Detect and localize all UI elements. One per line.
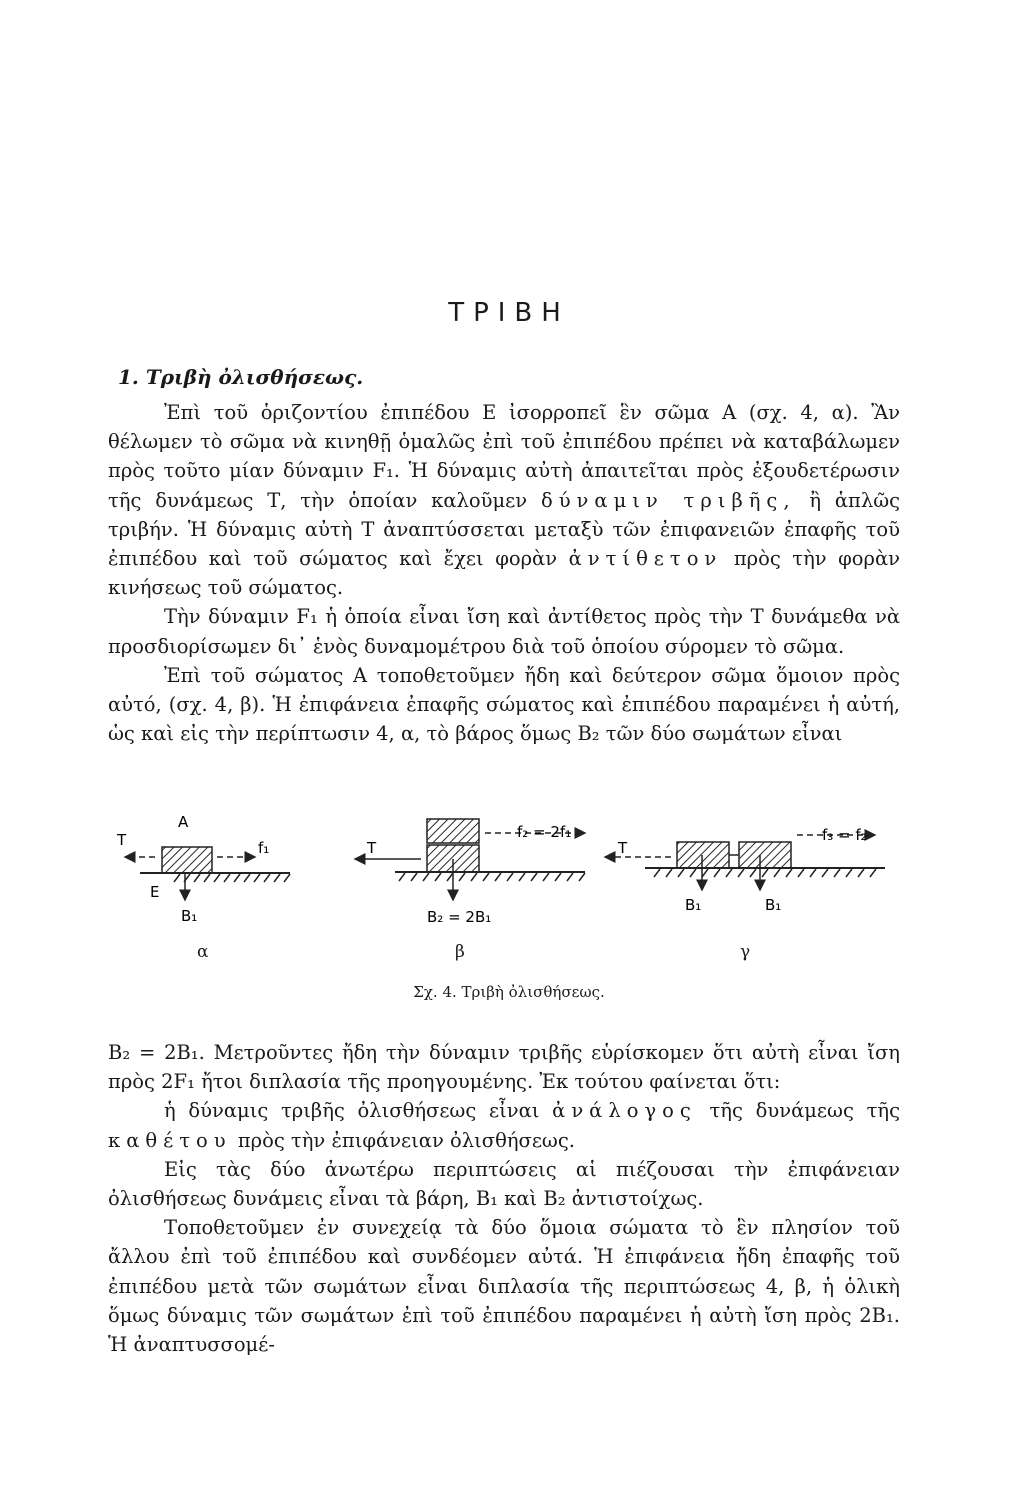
label-A: A bbox=[178, 813, 189, 831]
label-T: T bbox=[117, 831, 127, 849]
label-B1-left: B₁ bbox=[685, 896, 702, 914]
friction-figure bbox=[105, 805, 905, 955]
figure-caption: Σχ. 4. Τριβὴ ὀλισθήσεως. bbox=[413, 983, 605, 1001]
paragraph-text: πρὸς τὴν φορὰν κινήσεως τοῦ σώματος. bbox=[108, 547, 901, 600]
panel-c bbox=[605, 826, 885, 914]
paragraph: Εἰς τὰς δύο ἀνωτέρω περιπτώσεις αἱ πιέζουσαι τὴν ἐπιφάνειαν ὀλισθήσεως δυνάμεις εἶναι τὰ βάρη, Β₁ καὶ Β₂ ἀντιστοίχως. bbox=[108, 1157, 900, 1211]
emphasized-term: καθέτου bbox=[108, 1128, 232, 1152]
paragraph-text: πρὸς τὴν ἐπιφάνειαν ὀλισθήσεως. bbox=[237, 1128, 575, 1152]
friction-diagram bbox=[105, 805, 905, 955]
emphasized-term: δύναμιν τριβῆς, bbox=[540, 488, 796, 512]
label-f: f₁ bbox=[258, 839, 270, 857]
panel-b bbox=[355, 819, 585, 926]
label-T: T bbox=[618, 839, 628, 857]
paragraph: Β₂ = 2Β₁. Μετροῦντες ἤδη τὴν δύναμιν τριβῆς εὑρίσκομεν ὅτι αὐτὴ εἶναι ἴση πρὸς 2F₁ ἤτοι διπλασία τῆς προηγουμένης. Ἐκ τούτου φαίνεται ὅτι: bbox=[108, 1041, 900, 1094]
label-f: f₃ = f₂ bbox=[822, 826, 867, 844]
ground-hatch bbox=[654, 869, 876, 877]
ground-hatch bbox=[174, 874, 290, 882]
paragraph-text: Ἐπὶ τοῦ ὁριζοντίου ἐπιπέδου Ε ἰσορροπεῖ ἓν σῶμα Α (σχ. 4, α). Ἂν θέλωμεν τὸ σῶμα νὰ κινηθῇ ὁμαλῶς ἐπὶ τοῦ ἐπιπέδου πρέπει νὰ καταβάλωμεν πρὸς τοῦτο μίαν δύναμιν F₁. Ἡ δύναμις αὐτὴ ἀπαιτεῖται πρὸς ἐξουδετέρωσιν τῆς δυνάμεως Τ, τὴν ὁποίαν καλοῦμεν bbox=[108, 401, 900, 512]
block-top bbox=[427, 819, 479, 843]
block-right bbox=[739, 842, 791, 868]
label-f: f₂ = 2f₁ bbox=[517, 823, 572, 841]
label-B1-right: B₁ bbox=[765, 896, 782, 914]
paragraph bbox=[108, 1096, 900, 1154]
paragraph: Τὴν δύναμιν F₁ ἡ ὁποία εἶναι ἴση καὶ ἀντίθετος πρὸς τὴν Τ δυνάμεθα νὰ προσδιορίσωμεν δι᾽ ἑνὸς δυναμομέτρου διὰ τοῦ ὁποίου σύρομεν τὸ σῶμα. bbox=[108, 605, 900, 658]
sublabel-c: γ bbox=[740, 942, 751, 962]
emphasized-term: ἀνάλογος bbox=[552, 1099, 697, 1123]
sublabel-a: α bbox=[197, 942, 209, 962]
label-T: T bbox=[367, 839, 377, 857]
text-block-bottom bbox=[108, 1038, 900, 1359]
sublabel-b: β bbox=[455, 942, 465, 962]
paragraph-text: ἢ ἁπλῶς τριβήν. Ἡ δύναμις αὐτὴ Τ ἀναπτύσσεται μεταξὺ τῶν ἐπιφανειῶν ἐπαφῆς τοῦ ἐπιπέδου καὶ τοῦ σώματος καὶ ἔχει φορὰν bbox=[108, 488, 901, 571]
block-left bbox=[677, 842, 729, 868]
ground-hatch bbox=[399, 873, 585, 881]
label-B: B₂ = 2B₁ bbox=[427, 908, 492, 926]
paragraph-text: τῆς δυνάμεως τῆς bbox=[709, 1099, 900, 1123]
panel-a bbox=[116, 813, 290, 925]
section-heading: 1. Τριβὴ ὀλισθήσεως. bbox=[118, 365, 364, 389]
paragraph bbox=[108, 398, 900, 602]
text-block-top bbox=[108, 398, 900, 748]
emphasized-term: ἀντίθετον bbox=[568, 547, 723, 571]
block-A bbox=[162, 847, 212, 873]
paragraph: Ἐπὶ τοῦ σώματος Α τοποθετοῦμεν ἤδη καὶ δεύτερον σῶμα ὅμοιον πρὸς αὐτό, (σχ. 4, β). Ἡ ἐπιφάνεια ἐπαφῆς σώματος καὶ ἐπιπέδου παραμένει ἡ αὐτή, ὡς καὶ εἰς τὴν περίπτωσιν 4, α, τὸ βάρος ὅμως Β₂ τῶν δύο σωμάτων εἶναι bbox=[108, 663, 900, 746]
paragraph-text: ἡ δύναμις τριβῆς ὀλισθήσεως εἶναι bbox=[164, 1099, 540, 1123]
label-B: B₁ bbox=[181, 907, 198, 925]
label-E: E bbox=[150, 883, 160, 901]
page-title: ΤΡΙΒΗ bbox=[448, 298, 570, 328]
paragraph: Τοποθετοῦμεν ἐν συνεχείᾳ τὰ δύο ὅμοια σώματα τὸ ἓν πλησίον τοῦ ἄλλου ἐπὶ τοῦ ἐπιπέδου καὶ συνδέομεν αὐτά. Ἡ ἐπιφάνεια ἤδη ἐπαφῆς τοῦ ἐπιπέδου μετὰ τῶν σωμάτων εἶναι διπλασία τῆς περιπτώσεως 4, β, ἡ ὁλικὴ ὅμως δύναμις τῶν σωμάτων ἐπὶ τοῦ ἐπιπέδου παραμένει ἡ αὐτὴ ἴση πρὸς 2Β₁. Ἡ ἀναπτυσσομέ- bbox=[108, 1216, 900, 1357]
